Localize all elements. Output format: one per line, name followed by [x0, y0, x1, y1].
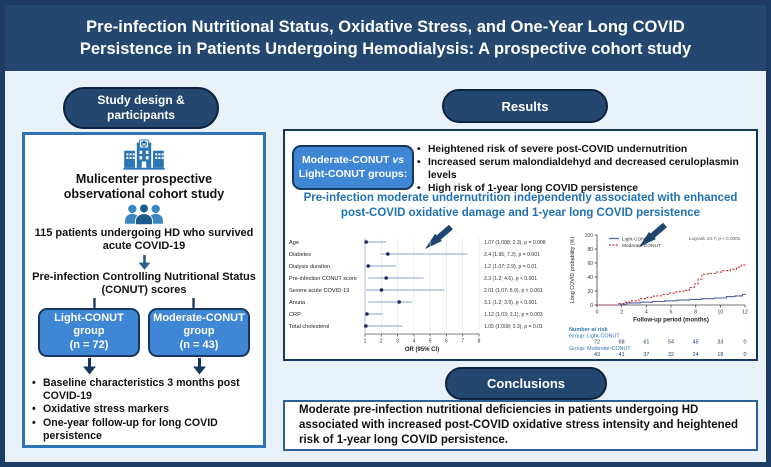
svg-text:37: 37 [643, 352, 650, 358]
svg-text:3.1 (1.2; 3.9), p < 0.001: 3.1 (1.2; 3.9), p < 0.001 [484, 300, 538, 306]
results-badge-label: Results [501, 98, 549, 114]
svg-text:1.05 (1.008; 3.3), p = 0.01: 1.05 (1.008; 3.3), p = 0.01 [484, 324, 543, 330]
bullet-item: • Heightened risk of severe post-COVID undernutrition [415, 144, 757, 157]
people-group-icon [122, 204, 166, 226]
svg-text:3: 3 [396, 338, 399, 345]
svg-text:CRP: CRP [289, 312, 301, 318]
svg-text:Number at risk: Number at risk [569, 327, 608, 333]
down-arrow-icon [192, 358, 207, 375]
svg-text:0: 0 [590, 302, 593, 309]
svg-text:43: 43 [594, 352, 600, 358]
conclusions-badge-label: Conclusions [486, 376, 565, 391]
svg-text:41: 41 [618, 352, 625, 358]
svg-text:2.4 (1.95; 7.3), p = 0.001: 2.4 (1.95; 7.3), p = 0.001 [484, 252, 540, 258]
moderate-conut-group-box [148, 308, 250, 357]
light-conut-group-box [38, 308, 140, 357]
study-outcomes-list [30, 377, 258, 443]
svg-text:2: 2 [620, 309, 624, 316]
group-n: (n = 43) [179, 339, 219, 352]
group-n: (n = 72) [69, 339, 109, 352]
svg-text:0: 0 [743, 352, 747, 358]
comparison-line2: Light-CONUT groups: [298, 167, 408, 180]
svg-text:Follow-up period (months): Follow-up period (months) [633, 317, 709, 324]
title-banner [5, 5, 766, 71]
svg-text:4: 4 [412, 338, 416, 345]
svg-text:12: 12 [742, 309, 748, 316]
svg-text:0: 0 [595, 309, 599, 316]
bullet-item: • High risk of 1-year long COVID persistence [415, 183, 757, 196]
svg-text:2.01 (1.07; 5.9), p < 0.001: 2.01 (1.07; 5.9), p < 0.001 [484, 288, 543, 294]
page-title: Pre-infection Nutritional Status, Oxidative Stress, and One-Year Long COVID Persistence in Patients Undergoing Hemodialysis: A prospective cohort study [79, 17, 692, 58]
svg-text:61: 61 [643, 339, 650, 346]
svg-text:Diabetes: Diabetes [289, 252, 312, 258]
svg-text:18: 18 [717, 352, 724, 358]
svg-text:7: 7 [461, 338, 465, 345]
svg-text:Age: Age [289, 240, 299, 246]
svg-text:Logrank 24.7, p < 0.0001: Logrank 24.7, p < 0.0001 [689, 236, 741, 241]
svg-text:72: 72 [594, 339, 600, 346]
svg-text:40: 40 [587, 274, 593, 281]
study-type-text: Mulicenter prospective observational cohort study [63, 171, 225, 201]
svg-text:33: 33 [717, 339, 724, 346]
bullet-item: • One-year follow-up for long COVID persistence [30, 417, 258, 443]
vs-italic: vs [392, 153, 405, 166]
svg-text:1.12 (1.03; 2.1), p = 0.003: 1.12 (1.03; 2.1), p = 0.003 [484, 312, 543, 318]
svg-text:Long COVID probability (%): Long COVID probability (%) [570, 236, 576, 304]
highlight-line2: post-COVID oxidative damage and 1-year long COVID persistence [340, 206, 701, 219]
svg-text:Pre-infection CONUT score: Pre-infection CONUT score [289, 276, 357, 282]
svg-text:8: 8 [477, 338, 481, 345]
forest-plot [287, 234, 565, 358]
group-word: group [183, 325, 215, 338]
svg-text:8: 8 [694, 309, 698, 316]
svg-text:Light-CONUT: Light-CONUT [622, 237, 652, 243]
highlight-statement [285, 191, 756, 221]
highlight-line1: Pre-infection moderate undernutrition independently associated with enhanced [303, 192, 738, 204]
cohort-text: 115 patients undergoing HD who survived acute COVID-19 [34, 226, 254, 253]
results-badge [442, 89, 608, 123]
svg-text:1.2 (1.07; 2.9), p = 0.01: 1.2 (1.07; 2.9), p = 0.01 [484, 264, 538, 270]
svg-text:Anuria: Anuria [289, 300, 306, 306]
svg-text:6: 6 [445, 338, 448, 345]
svg-text:45: 45 [692, 339, 699, 346]
svg-text:Moderate-CONUT: Moderate-CONUT [622, 243, 661, 249]
svg-text:4: 4 [644, 309, 648, 316]
hospital-icon [121, 139, 167, 170]
group-name: Light-CONUT [54, 311, 124, 324]
svg-text:OR (95% CI): OR (95% CI) [404, 347, 440, 353]
svg-text:100: 100 [584, 232, 593, 239]
conclusion-text: Moderate pre-infection nutritional deficiencies in patients undergoing HD associated with increased post-COVID oxidative stress intensity and heightened risk of 1-year long COVID persistence. [299, 403, 739, 447]
svg-text:Total cholesterol: Total cholesterol [289, 324, 330, 330]
svg-text:5: 5 [428, 338, 432, 345]
conclusions-panel [283, 400, 758, 451]
svg-text:20: 20 [587, 288, 593, 295]
svg-text:68: 68 [618, 339, 625, 346]
svg-text:24: 24 [692, 352, 699, 358]
svg-text:Dialysis duration: Dialysis duration [289, 264, 331, 270]
svg-text:6: 6 [669, 309, 673, 316]
svg-text:32: 32 [668, 352, 674, 358]
group-name: Moderate-CONUT [153, 311, 245, 324]
study-design-badge-line1: Study design & [97, 93, 185, 107]
group-boxes-row [38, 308, 250, 357]
svg-text:1.07 (1.008; 2.3), p = 0.008: 1.07 (1.008; 2.3), p = 0.008 [484, 240, 546, 246]
group-word: group [73, 325, 105, 338]
bullet-item: • Baseline characteristics 3 months post COVID-19 [30, 377, 258, 403]
down-arrow-icon [82, 358, 97, 375]
conclusions-badge [445, 367, 607, 400]
svg-text:80: 80 [587, 246, 593, 253]
svg-text:1: 1 [363, 338, 367, 345]
bullet-item: • Oxidative stress markers [30, 403, 258, 416]
svg-text:0: 0 [743, 339, 747, 346]
kaplan-meier-plot [567, 219, 755, 359]
study-design-badge-line2: participants [106, 108, 175, 122]
svg-text:Group: Light-CONUT: Group: Light-CONUT [569, 333, 620, 340]
svg-text:60: 60 [587, 260, 593, 267]
svg-text:54: 54 [668, 339, 674, 346]
group-arrows-row [82, 358, 207, 375]
branch-connector [29, 298, 259, 308]
svg-text:2: 2 [379, 338, 383, 345]
study-design-panel [22, 132, 266, 448]
svg-text:H: H [142, 142, 146, 148]
results-findings-list [415, 144, 757, 195]
conut-text: Pre-infection Controlling Nutritional Status (CONUT) scores [32, 270, 256, 297]
svg-text:10: 10 [717, 309, 724, 316]
bullet-item: • Increased serum malondialdehyd and decreased ceruloplasmin levels [415, 157, 757, 183]
svg-text:Group: Moderate-CONUT: Group: Moderate-CONUT [569, 346, 631, 352]
svg-text:2.3 (1.2; 4.6), p < 0.001: 2.3 (1.2; 4.6), p < 0.001 [484, 276, 538, 282]
results-panel [283, 129, 758, 361]
comparison-label-box [292, 145, 414, 190]
svg-text:Severe acute COVID-19: Severe acute COVID-19 [289, 288, 350, 294]
comparison-line1: Moderate-CONUT vs [301, 153, 405, 166]
study-design-badge [63, 87, 219, 129]
down-arrow-icon [137, 255, 152, 270]
